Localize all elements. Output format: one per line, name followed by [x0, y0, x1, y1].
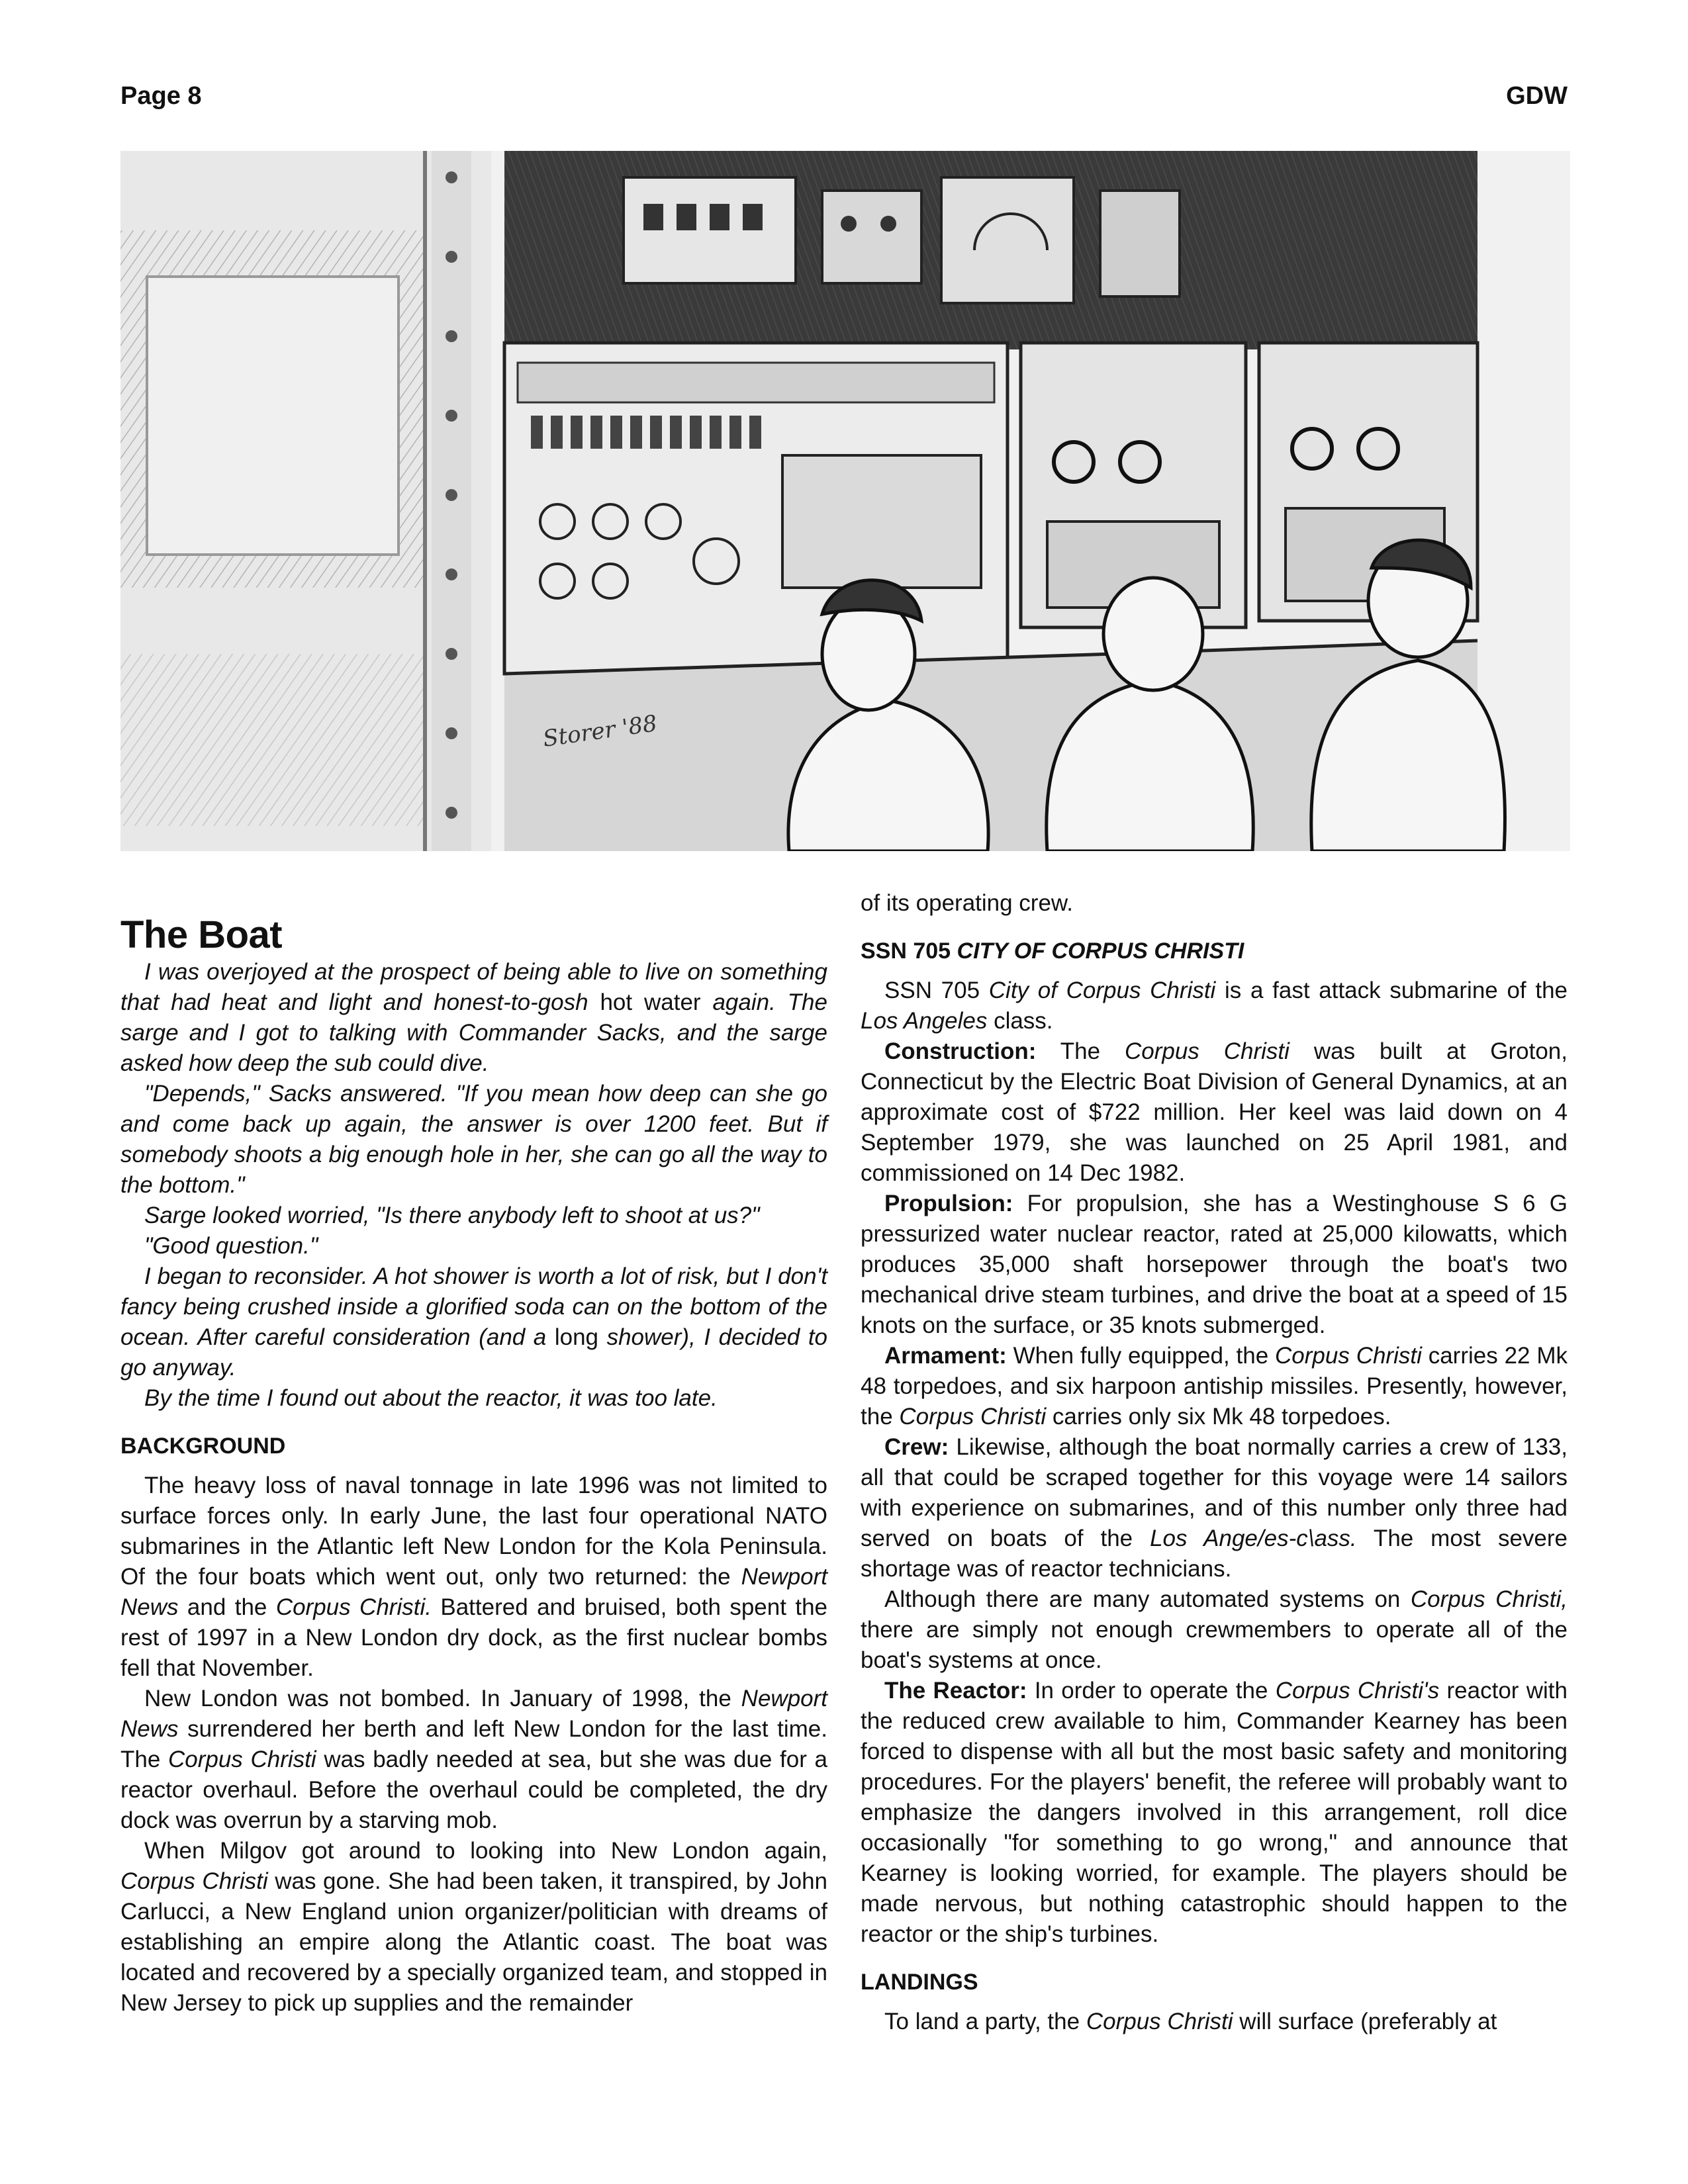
fiction-paragraph: "Good question." — [144, 1233, 318, 1259]
article-title: The Boat — [120, 913, 283, 956]
fiction-paragraph: By the time I found out about the reactor, it was too late. — [144, 1385, 718, 1411]
body-paragraph: To land a party, the Corpus Christi will surface (preferably at — [884, 2009, 1497, 2034]
right-column — [861, 888, 1568, 2037]
section-heading-ssn705: SSN 705 CITY OF CORPUS CHRISTI — [861, 938, 1244, 964]
section-heading-background: BACKGROUND — [120, 1433, 286, 1459]
body-paragraph: Propulsion: For propulsion, she has a Westinghouse S 6 G pressurized water nuclear reactor, rated at 25,000 kilowatts, which produces 35,000 shaft horsepower through the boat's two mechanical drive steam turbines, and drive the boat at a speed of 15 knots on the surface, or 35 knots submerged. — [861, 1191, 1568, 1338]
fiction-passage — [120, 957, 827, 1414]
publisher-mark: GDW — [1506, 82, 1568, 110]
body-paragraph: SSN 705 City of Corpus Christi is a fast attack submarine of the Los Angeles class. — [861, 978, 1568, 1034]
fiction-paragraph: I was overjoyed at the prospect of being able to live on something that had heat and light and honest-to-gosh hot water again. The sarge and I got to talking with Commander Sacks, and the sarge asked how deep the sub could dive. — [120, 959, 827, 1076]
control-room-illustration — [120, 151, 1570, 851]
body-paragraph-continued: of its operating crew. — [861, 890, 1073, 916]
body-paragraph: Although there are many automated systems on Corpus Christi, there are simply not enough crewmembers to operate all of the boat's systems at once. — [861, 1586, 1568, 1673]
body-paragraph: New London was not bombed. In January of 1998, the Newport News surrendered her berth and left New London for the last time. The Corpus Christi was badly needed at sea, but she was due for a reactor overhaul. Before the overhaul could be completed, the dry dock was overrun by a starving mob. — [120, 1686, 827, 1833]
section-heading-landings: LANDINGS — [861, 1970, 978, 1995]
artist-signature: Storer '88 — [541, 710, 659, 752]
body-paragraph: Construction: The Corpus Christi was built at Groton, Connecticut by the Electric Boat Division of General Dynamics, at an approximate cost of $722 million. Her keel was laid down on 4 September 1979, she was launched on 25 April 1981, and commissioned on 14 Dec 1982. — [861, 1038, 1568, 1186]
left-column — [120, 908, 827, 2019]
body-paragraph: Armament: When fully equipped, the Corpus Christi carries 22 Mk 48 torpedoes, and six harpoon antiship missiles. Presently, however, the Corpus Christi carries only six Mk 48 torpedoes. — [861, 1343, 1568, 1430]
body-paragraph: The heavy loss of naval tonnage in late 1996 was not limited to surface forces only. In early June, the last four operational NATO submarines in the Atlantic left New London for the Kola Peninsula. Of the four boats which went out, only two returned: the Newport News and the Corpus Christi. Battered and bruised, both spent the rest of 1997 in a New London dry dock, as the first nuclear bombs fell that November. — [120, 1473, 828, 1681]
page-number: Page 8 — [120, 82, 202, 110]
body-paragraph: The Reactor: In order to operate the Corpus Christi's reactor with the reduced crew available to him, Commander Kearney has been forced to dispense with all but the most basic safety and monitoring procedures. For the players' benefit, the referee will probably want to emphasize the dangers involved in this arrangement, roll dice occasionally "for something to go wrong," and announce that Kearney is looking worried, for example. The players should be made nervous, but nothing catastrophic should happen to the reactor or the ship's turbines. — [861, 1678, 1568, 1947]
body-paragraph: Crew: Likewise, although the boat normally carries a crew of 133, all that could be scraped together for this voyage were 14 sailors with experience on submarines, and of this number only three had served on boats of the Los Ange/es-c\ass. The most severe shortage was of reactor technicians. — [861, 1434, 1568, 1582]
fiction-paragraph: "Depends," Sacks answered. "If you mean how deep can she go and come back up again, the answer is over 1200 feet. But if somebody shoots a big enough hole in her, she can go all the way to the bottom." — [120, 1081, 827, 1198]
fiction-paragraph: Sarge looked worried, "Is there anybody left to shoot at us?" — [144, 1203, 760, 1228]
fiction-paragraph: I began to reconsider. A hot shower is worth a lot of risk, but I don't fancy being crushed inside a glorified soda can on the bottom of the ocean. After careful consideration (and a long shower), I decided to go anyway. — [120, 1263, 828, 1381]
body-paragraph: When Milgov got around to looking into New London again, Corpus Christi was gone. She had been taken, it transpired, by John Carlucci, a New England union organizer/politician with dreams of establishing an empire along the Atlantic coast. The boat was located and recovered by a specially organized team, and stopped in New Jersey to pick up supplies and the remainder — [120, 1838, 827, 2016]
